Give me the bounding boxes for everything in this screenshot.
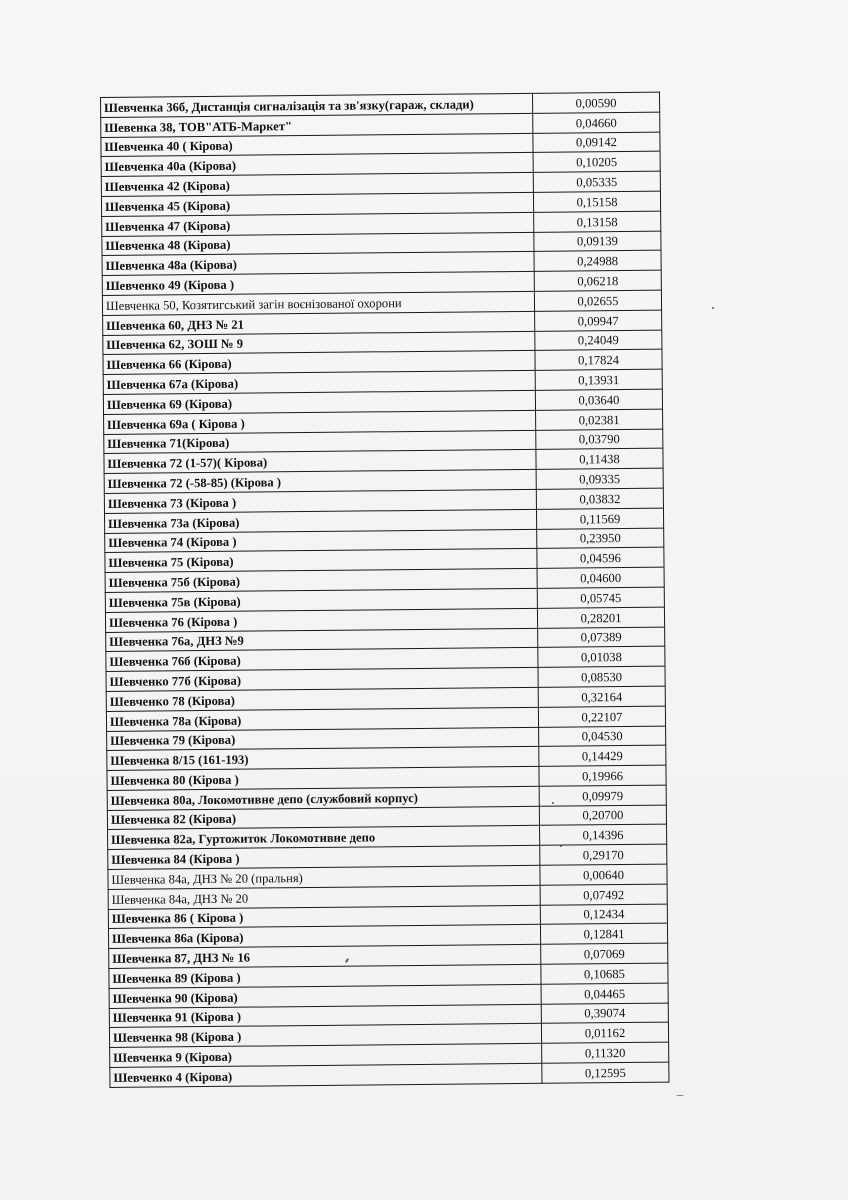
address-cell: Шевченка 79 (Кірова) [107, 727, 539, 751]
scan-speck [560, 845, 562, 847]
value-cell: 0,09142 [533, 132, 660, 153]
value-cell: 0,10205 [533, 152, 660, 173]
address-cell: Шевченка 86 ( Кірова ) [108, 905, 540, 929]
address-cell: Шевченка 48 (Кірова) [102, 232, 534, 256]
address-cell: Шевченка 72 (-58-85) (Кірова ) [104, 469, 536, 493]
value-cell: 0,08530 [538, 666, 665, 687]
address-cell: Шевченка 71(Кірова) [104, 430, 536, 454]
value-cell: 0,02655 [534, 290, 661, 311]
address-cell: Шевченка 45 (Кірова) [101, 192, 533, 216]
address-cell: Шевченка 90 (Кірова) [109, 984, 541, 1008]
scan-speck [712, 307, 714, 309]
value-cell: 0,03640 [535, 389, 662, 410]
address-cell: Шевченка 80а, Локомотивне депо (службовий корпус) [107, 786, 539, 810]
value-cell: 0,11320 [542, 1042, 669, 1063]
address-cell: Шевченко 78 (Кірова) [106, 687, 538, 711]
address-cell: Шевченка 86а (Кірова) [108, 925, 540, 949]
address-cell: Шевченка 72 (1-57)( Кірова) [104, 450, 536, 474]
address-cell: Шевченка 76 (Кірова ) [105, 608, 537, 632]
value-cell: 0,11569 [536, 508, 663, 529]
value-cell: 0,03790 [536, 429, 663, 450]
address-cell: Шевченка 69 (Кірова) [103, 390, 535, 414]
value-cell: 0,19966 [539, 765, 666, 786]
value-cell: 0,00640 [540, 864, 667, 885]
value-cell: 0,03832 [536, 488, 663, 509]
address-cell: Шевченка 36б, Дистанція сигналізація та зв'язку(гараж, склади) [101, 93, 533, 117]
value-cell: 0,15158 [533, 191, 660, 212]
address-cell: Шевченка 9 (Кірова) [110, 1044, 542, 1068]
value-cell: 0,01162 [541, 1023, 668, 1044]
address-cell: Шевенка 38, ТОВ"АТБ-Маркет" [101, 113, 533, 137]
table-body [101, 92, 669, 1087]
value-cell: 0,04600 [537, 567, 664, 588]
address-cell: Шевченка 76а, ДНЗ №9 [106, 628, 538, 652]
value-cell: 0,23950 [537, 528, 664, 549]
value-cell: 0,32164 [538, 686, 665, 707]
value-cell: 0,09139 [534, 231, 661, 252]
address-cell: Шевченко 49 (Кірова ) [102, 272, 534, 296]
address-cell: Шевченка 42 (Кірова) [101, 173, 533, 197]
address-cell: Шевченка 40а (Кірова) [101, 153, 533, 177]
value-cell: 0,00590 [532, 92, 659, 113]
address-cell: Шевченко 4 (Кірова) [110, 1063, 542, 1087]
scan-speck [552, 802, 554, 804]
address-cell: Шевченка 75б (Кірова) [105, 568, 537, 592]
value-cell: 0,04530 [539, 726, 666, 747]
address-cell: Шевченка 67а (Кірова) [103, 370, 535, 394]
value-cell: 0,07389 [538, 627, 665, 648]
value-cell: 0,05745 [537, 587, 664, 608]
value-cell: 0,13931 [535, 369, 662, 390]
address-cell: Шевченка 60, ДНЗ № 21 [103, 311, 535, 335]
value-cell: 0,12434 [540, 904, 667, 925]
address-cell: Шевченка 69а ( Кірова ) [104, 410, 536, 434]
value-cell: 0,24049 [535, 330, 662, 351]
value-cell: 0,09335 [536, 468, 663, 489]
address-cell: Шевченка 73а (Кірова) [104, 509, 536, 533]
address-cell: Шевченка 80 (Кірова ) [107, 766, 539, 790]
value-cell: 0,12595 [542, 1062, 669, 1083]
value-cell: 0,04596 [537, 547, 664, 568]
address-cell: Шевченка 66 (Кірова) [103, 351, 535, 375]
address-cell: Шевченка 73 (Кірова ) [104, 489, 536, 513]
address-value-table [100, 92, 669, 1088]
address-cell: Шевченка 91 (Кірова ) [109, 1004, 541, 1028]
address-cell: Шевченка 76б (Кірова) [106, 648, 538, 672]
address-cell: Шевченка 75 (Кірова) [105, 549, 537, 573]
address-cell: Шевченко 77б (Кірова) [106, 667, 538, 691]
address-cell: Шевченка 84а, ДНЗ № 20 [108, 885, 540, 909]
value-cell: 0,01038 [538, 646, 665, 667]
address-cell: Шевченка 82а, Гуртожиток Локомотивне депо [108, 826, 540, 850]
address-cell: Шевченка 87, ДНЗ № 16 [109, 945, 541, 969]
value-cell: 0,13158 [534, 211, 661, 232]
address-cell: Шевченка 89 (Кірова ) [109, 964, 541, 988]
address-cell: Шевченка 84 (Кірова ) [108, 846, 540, 870]
value-cell: 0,28201 [537, 607, 664, 628]
value-cell: 0,09979 [539, 785, 666, 806]
value-cell: 0,04465 [541, 983, 668, 1004]
address-cell: Шевченка 84а, ДНЗ № 20 (пральня) [108, 865, 540, 889]
address-cell: Шевченка 82 (Кірова) [107, 806, 539, 830]
value-cell: 0,14429 [539, 745, 666, 766]
value-cell: 0,02381 [536, 409, 663, 430]
value-cell: 0,14396 [540, 825, 667, 846]
value-cell: 0,11438 [536, 448, 663, 469]
address-cell: Шевченка 74 (Кірова ) [105, 529, 537, 553]
address-cell: Шевченка 98 (Кірова ) [109, 1024, 541, 1048]
value-cell: 0,20700 [539, 805, 666, 826]
address-cell: Шевченка 47 (Кірова) [102, 212, 534, 236]
address-cell: Шевченка 62, ЗОШ № 9 [103, 331, 535, 355]
value-cell: 0,17824 [535, 349, 662, 370]
value-cell: 0,22107 [538, 706, 665, 727]
value-cell: 0,05335 [533, 171, 660, 192]
value-cell: 0,39074 [541, 1003, 668, 1024]
address-cell: Шевченка 48а (Кірова) [102, 252, 534, 276]
value-cell: 0,24988 [534, 250, 661, 271]
scan-speck [676, 1095, 684, 1096]
value-cell: 0,10685 [541, 963, 668, 984]
address-cell: Шевченка 78а (Кірова) [106, 707, 538, 731]
value-cell: 0,12841 [540, 924, 667, 945]
address-cell: Шевченка 50, Козятигський загін воєнізованої охорони [102, 291, 534, 315]
address-cell: Шевченка 75в (Кірова) [105, 588, 537, 612]
value-cell: 0,09947 [535, 310, 662, 331]
address-cell: Шевченка 8/15 (161-193) [107, 747, 539, 771]
value-cell: 0,07492 [540, 884, 667, 905]
value-cell: 0,29170 [540, 844, 667, 865]
address-cell: Шевченка 40 ( Кірова) [101, 133, 533, 157]
value-cell: 0,07069 [541, 943, 668, 964]
value-cell: 0,04660 [533, 112, 660, 133]
value-cell: 0,06218 [534, 270, 661, 291]
